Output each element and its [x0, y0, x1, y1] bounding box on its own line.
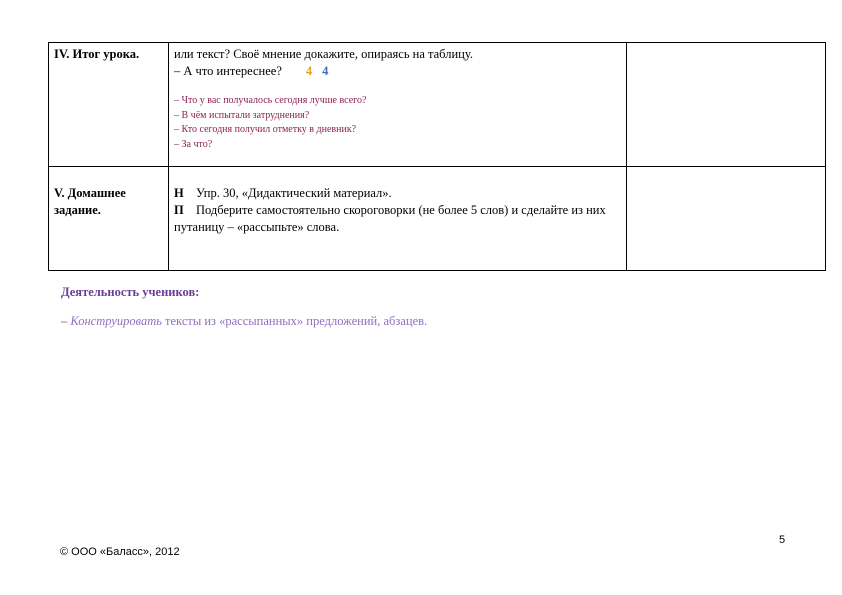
- stage-title: V. Домашнее задание.: [54, 186, 126, 217]
- content-cell: [169, 43, 627, 167]
- notes-cell: [627, 43, 826, 167]
- reflection-item: – Что у вас получалось сегодня лучше всего?: [174, 95, 367, 106]
- badge-blue: 4: [322, 64, 329, 78]
- activity-verb: Конструировать: [70, 314, 162, 328]
- reflection-item: – Кто сегодня получил отметку в дневник?: [174, 124, 357, 135]
- page-number: 5: [779, 534, 786, 546]
- stage-title: IV. Итог урока.: [54, 47, 140, 61]
- copyright-notice: © ООО «Баласс», 2012: [60, 546, 180, 558]
- activity-dash: –: [61, 314, 68, 328]
- table-row-summary: [49, 43, 826, 167]
- content-question: [174, 63, 621, 80]
- notes-cell: [627, 167, 826, 271]
- activity-title: Деятельность учеников:: [61, 285, 200, 299]
- table-row-homework: [49, 167, 826, 271]
- task-basic: [174, 185, 621, 202]
- content-line: или текст? Своё мнение докажите, опираясь на таблицу.: [174, 47, 473, 61]
- activity-text: тексты из «рассыпанных» предложений, абзацев.: [161, 314, 428, 328]
- level-mark: П: [174, 203, 184, 217]
- reflection-list: [174, 94, 621, 152]
- reflection-item: – В чём испытали затруднения?: [174, 109, 310, 121]
- stage-cell: [49, 167, 169, 271]
- badge-yellow: 4: [305, 64, 313, 78]
- content-cell: [169, 167, 627, 271]
- reflection-item: – За что?: [174, 138, 213, 150]
- question-text: – А что интереснее?: [174, 64, 282, 78]
- stage-cell: [49, 43, 169, 167]
- task-text: Упр. 30, «Дидактический материал».: [196, 186, 392, 200]
- student-activity: [61, 285, 761, 329]
- task-text: Подберите самостоятельно скороговорки (не более 5 слов) и сделайте из них путаницу – «рассыпьте» слова.: [174, 203, 606, 234]
- activity-item: [61, 314, 761, 329]
- task-advanced: [174, 202, 621, 236]
- level-mark: Н: [174, 186, 184, 200]
- lesson-plan-table: [48, 42, 826, 271]
